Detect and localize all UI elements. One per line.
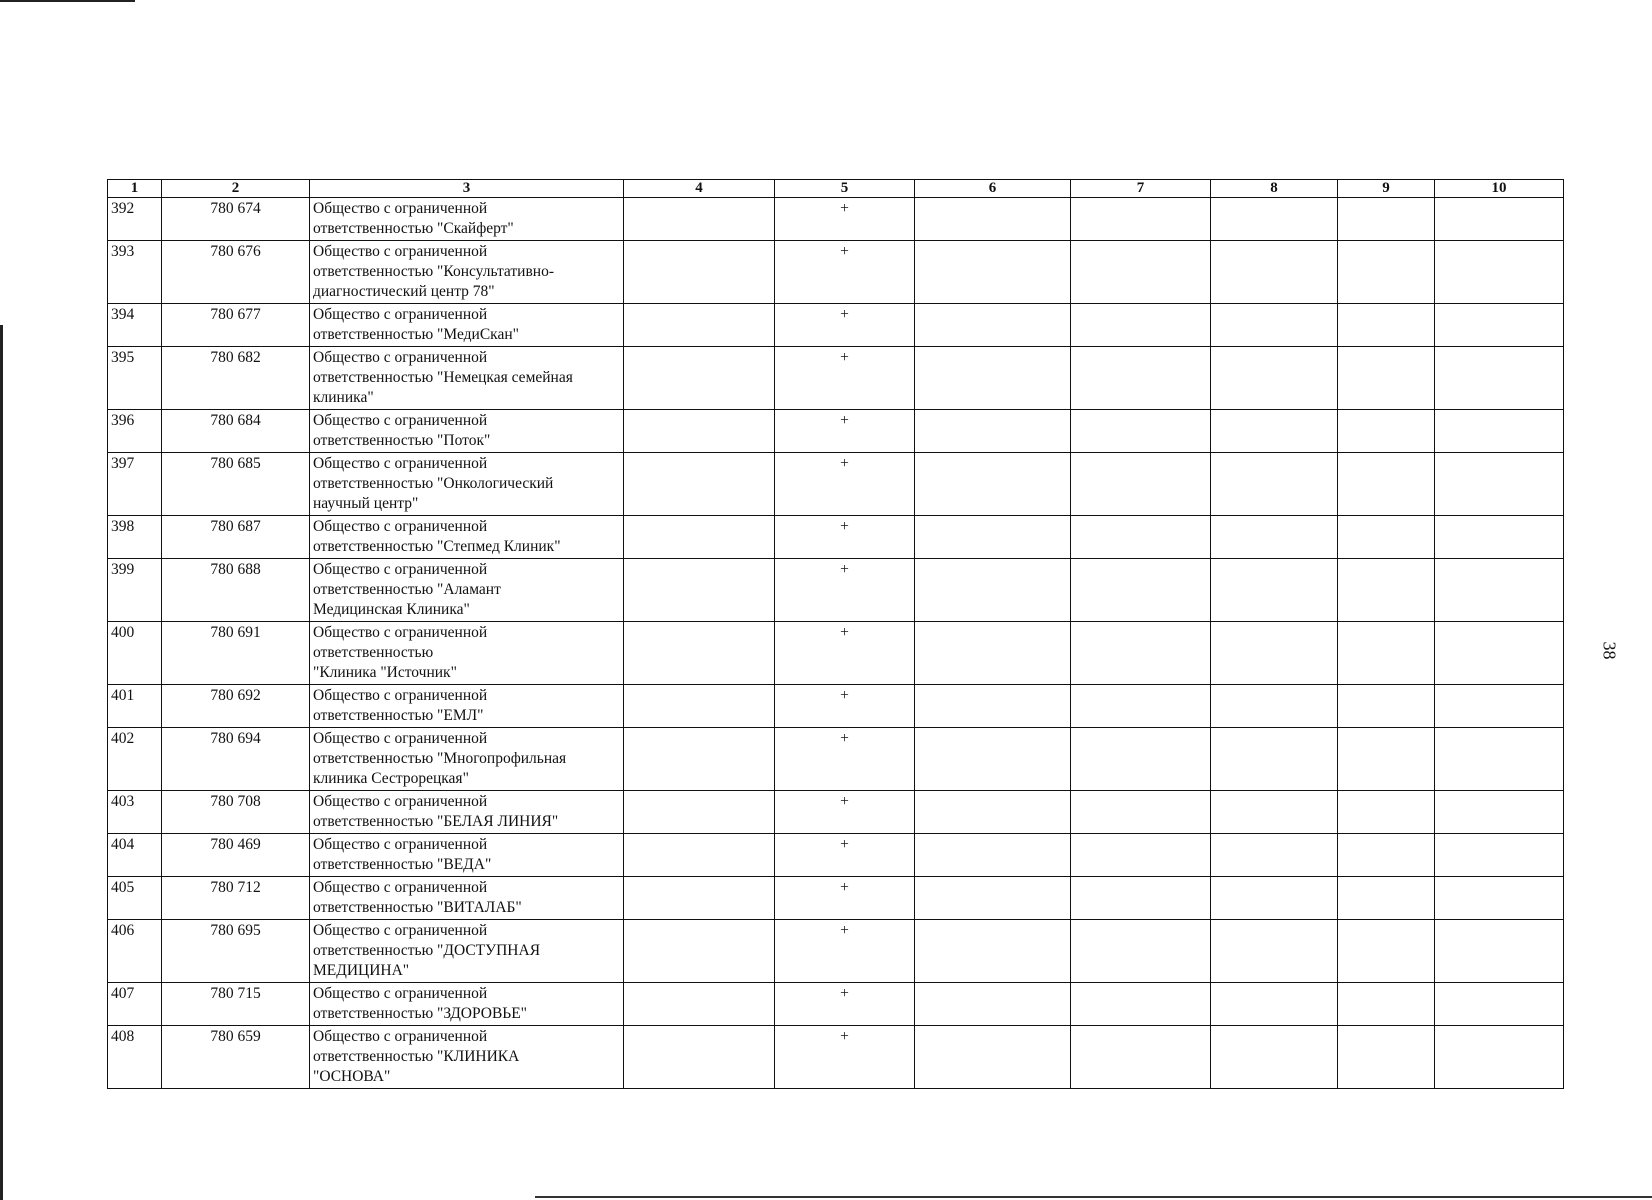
row-number-cell: 395 xyxy=(108,347,162,410)
header-cell: 3 xyxy=(310,180,624,198)
row-number-cell: 398 xyxy=(108,516,162,559)
column-8-cell xyxy=(1211,198,1338,241)
column-6-cell xyxy=(915,877,1071,920)
table-row xyxy=(108,834,1564,877)
header-cell: 5 xyxy=(775,180,915,198)
table-row xyxy=(108,877,1564,920)
row-number-cell: 408 xyxy=(108,1026,162,1089)
column-9-cell xyxy=(1338,834,1435,877)
column-4-cell xyxy=(624,685,775,728)
column-4-cell xyxy=(624,559,775,622)
column-7-cell xyxy=(1071,347,1211,410)
table-row xyxy=(108,453,1564,516)
organization-name-cell: Общество с ограниченной ответственностью "КЛИНИКА "ОСНОВА" xyxy=(310,1026,624,1089)
column-8-cell xyxy=(1211,410,1338,453)
column-4-cell xyxy=(624,728,775,791)
column-9-cell xyxy=(1338,877,1435,920)
column-7-cell xyxy=(1071,877,1211,920)
column-5-mark-cell: + xyxy=(775,410,915,453)
column-8-cell xyxy=(1211,347,1338,410)
column-4-cell xyxy=(624,516,775,559)
column-9-cell xyxy=(1338,685,1435,728)
organization-name-cell: Общество с ограниченной ответственностью "МедиСкан" xyxy=(310,304,624,347)
column-4-cell xyxy=(624,834,775,877)
organization-name-cell: Общество с ограниченной ответственностью "Скайферт" xyxy=(310,198,624,241)
column-6-cell xyxy=(915,834,1071,877)
column-7-cell xyxy=(1071,241,1211,304)
column-4-cell xyxy=(624,920,775,983)
table-row xyxy=(108,685,1564,728)
organization-name-cell: Общество с ограниченной ответственностью "ЕМЛ" xyxy=(310,685,624,728)
column-10-cell xyxy=(1435,516,1564,559)
column-10-cell xyxy=(1435,834,1564,877)
column-7-cell xyxy=(1071,1026,1211,1089)
column-9-cell xyxy=(1338,791,1435,834)
registry-code-cell: 780 676 xyxy=(162,241,310,304)
row-number-cell: 396 xyxy=(108,410,162,453)
registry-code-cell: 780 674 xyxy=(162,198,310,241)
column-10-cell xyxy=(1435,728,1564,791)
table-row xyxy=(108,920,1564,983)
column-5-mark-cell: + xyxy=(775,516,915,559)
row-number-cell: 405 xyxy=(108,877,162,920)
organization-name-cell: Общество с ограниченной ответственностью "БЕЛАЯ ЛИНИЯ" xyxy=(310,791,624,834)
column-5-mark-cell: + xyxy=(775,198,915,241)
column-5-mark-cell: + xyxy=(775,1026,915,1089)
column-6-cell xyxy=(915,410,1071,453)
column-7-cell xyxy=(1071,516,1211,559)
column-10-cell xyxy=(1435,983,1564,1026)
registry-code-cell: 780 692 xyxy=(162,685,310,728)
column-9-cell xyxy=(1338,198,1435,241)
registry-code-cell: 780 659 xyxy=(162,1026,310,1089)
registry-code-cell: 780 695 xyxy=(162,920,310,983)
row-number-cell: 401 xyxy=(108,685,162,728)
column-9-cell xyxy=(1338,559,1435,622)
column-7-cell xyxy=(1071,410,1211,453)
column-9-cell xyxy=(1338,453,1435,516)
organization-name-cell: Общество с ограниченной ответственностью "Поток" xyxy=(310,410,624,453)
registry-code-cell: 780 685 xyxy=(162,453,310,516)
column-9-cell xyxy=(1338,410,1435,453)
organization-name-cell: Общество с ограниченной ответственностью "Консультативно- диагностический центр 78" xyxy=(310,241,624,304)
header-row xyxy=(108,180,1564,198)
header-cell: 10 xyxy=(1435,180,1564,198)
column-5-mark-cell: + xyxy=(775,241,915,304)
column-4-cell xyxy=(624,983,775,1026)
header-cell: 4 xyxy=(624,180,775,198)
column-10-cell xyxy=(1435,1026,1564,1089)
column-10-cell xyxy=(1435,304,1564,347)
organization-name-cell: Общество с ограниченной ответственностью "Онкологический научный центр" xyxy=(310,453,624,516)
column-6-cell xyxy=(915,347,1071,410)
table-row xyxy=(108,198,1564,241)
registry-code-cell: 780 469 xyxy=(162,834,310,877)
column-6-cell xyxy=(915,791,1071,834)
row-number-cell: 407 xyxy=(108,983,162,1026)
column-5-mark-cell: + xyxy=(775,347,915,410)
column-6-cell xyxy=(915,622,1071,685)
column-7-cell xyxy=(1071,920,1211,983)
table-row xyxy=(108,347,1564,410)
header-cell: 2 xyxy=(162,180,310,198)
column-10-cell xyxy=(1435,453,1564,516)
column-5-mark-cell: + xyxy=(775,791,915,834)
row-number-cell: 400 xyxy=(108,622,162,685)
column-8-cell xyxy=(1211,622,1338,685)
row-number-cell: 402 xyxy=(108,728,162,791)
column-5-mark-cell: + xyxy=(775,728,915,791)
column-10-cell xyxy=(1435,347,1564,410)
column-10-cell xyxy=(1435,685,1564,728)
header-cell: 1 xyxy=(108,180,162,198)
column-8-cell xyxy=(1211,834,1338,877)
row-number-cell: 406 xyxy=(108,920,162,983)
register-table xyxy=(107,179,1564,1089)
column-8-cell xyxy=(1211,516,1338,559)
column-9-cell xyxy=(1338,347,1435,410)
header-cell: 6 xyxy=(915,180,1071,198)
column-5-mark-cell: + xyxy=(775,453,915,516)
column-6-cell xyxy=(915,516,1071,559)
organization-name-cell: Общество с ограниченной ответственностью "ДОСТУПНАЯ МЕДИЦИНА" xyxy=(310,920,624,983)
table-row xyxy=(108,791,1564,834)
column-7-cell xyxy=(1071,685,1211,728)
organization-name-cell: Общество с ограниченной ответственностью "ВИТАЛАБ" xyxy=(310,877,624,920)
registry-code-cell: 780 694 xyxy=(162,728,310,791)
column-8-cell xyxy=(1211,1026,1338,1089)
header-cell: 9 xyxy=(1338,180,1435,198)
registry-code-cell: 780 715 xyxy=(162,983,310,1026)
column-8-cell xyxy=(1211,791,1338,834)
row-number-cell: 403 xyxy=(108,791,162,834)
column-9-cell xyxy=(1338,1026,1435,1089)
scan-edge-mark-bottom xyxy=(535,1196,1652,1198)
table-row xyxy=(108,241,1564,304)
scan-edge-mark-top xyxy=(0,0,135,2)
column-5-mark-cell: + xyxy=(775,685,915,728)
column-5-mark-cell: + xyxy=(775,559,915,622)
column-4-cell xyxy=(624,1026,775,1089)
column-10-cell xyxy=(1435,791,1564,834)
column-8-cell xyxy=(1211,241,1338,304)
column-6-cell xyxy=(915,1026,1071,1089)
table-row xyxy=(108,983,1564,1026)
table-row xyxy=(108,559,1564,622)
column-9-cell xyxy=(1338,983,1435,1026)
table-row xyxy=(108,516,1564,559)
column-4-cell xyxy=(624,791,775,834)
column-8-cell xyxy=(1211,728,1338,791)
registry-code-cell: 780 688 xyxy=(162,559,310,622)
registry-code-cell: 780 677 xyxy=(162,304,310,347)
column-7-cell xyxy=(1071,728,1211,791)
column-7-cell xyxy=(1071,304,1211,347)
row-number-cell: 394 xyxy=(108,304,162,347)
organization-name-cell: Общество с ограниченной ответственностью "ВЕДА" xyxy=(310,834,624,877)
organization-name-cell: Общество с ограниченной ответственностью "Степмед Клиник" xyxy=(310,516,624,559)
column-10-cell xyxy=(1435,622,1564,685)
column-4-cell xyxy=(624,304,775,347)
column-4-cell xyxy=(624,410,775,453)
registry-code-cell: 780 712 xyxy=(162,877,310,920)
row-number-cell: 393 xyxy=(108,241,162,304)
organization-name-cell: Общество с ограниченной ответственностью "Клиника "Источник" xyxy=(310,622,624,685)
column-5-mark-cell: + xyxy=(775,920,915,983)
column-4-cell xyxy=(624,622,775,685)
row-number-cell: 399 xyxy=(108,559,162,622)
column-4-cell xyxy=(624,241,775,304)
organization-name-cell: Общество с ограниченной ответственностью "ЗДОРОВЬЕ" xyxy=(310,983,624,1026)
column-9-cell xyxy=(1338,728,1435,791)
column-8-cell xyxy=(1211,685,1338,728)
column-7-cell xyxy=(1071,198,1211,241)
table-row xyxy=(108,410,1564,453)
column-7-cell xyxy=(1071,622,1211,685)
column-10-cell xyxy=(1435,410,1564,453)
column-8-cell xyxy=(1211,559,1338,622)
scan-edge-mark-left xyxy=(0,325,3,1200)
header-cell: 8 xyxy=(1211,180,1338,198)
column-6-cell xyxy=(915,559,1071,622)
registry-code-cell: 780 682 xyxy=(162,347,310,410)
row-number-cell: 397 xyxy=(108,453,162,516)
column-7-cell xyxy=(1071,834,1211,877)
table-row xyxy=(108,1026,1564,1089)
row-number-cell: 392 xyxy=(108,198,162,241)
column-8-cell xyxy=(1211,453,1338,516)
column-6-cell xyxy=(915,198,1071,241)
table-row xyxy=(108,728,1564,791)
column-7-cell xyxy=(1071,453,1211,516)
column-4-cell xyxy=(624,198,775,241)
header-cell: 7 xyxy=(1071,180,1211,198)
column-5-mark-cell: + xyxy=(775,877,915,920)
column-4-cell xyxy=(624,347,775,410)
column-4-cell xyxy=(624,877,775,920)
organization-name-cell: Общество с ограниченной ответственностью "Многопрофильная клиника Сестрорецкая" xyxy=(310,728,624,791)
column-7-cell xyxy=(1071,791,1211,834)
column-10-cell xyxy=(1435,241,1564,304)
column-10-cell xyxy=(1435,920,1564,983)
column-10-cell xyxy=(1435,198,1564,241)
column-9-cell xyxy=(1338,920,1435,983)
registry-code-cell: 780 708 xyxy=(162,791,310,834)
column-5-mark-cell: + xyxy=(775,622,915,685)
column-10-cell xyxy=(1435,559,1564,622)
column-9-cell xyxy=(1338,241,1435,304)
registry-code-cell: 780 687 xyxy=(162,516,310,559)
organization-name-cell: Общество с ограниченной ответственностью "Немецкая семейная клиника" xyxy=(310,347,624,410)
column-6-cell xyxy=(915,453,1071,516)
column-6-cell xyxy=(915,728,1071,791)
column-8-cell xyxy=(1211,877,1338,920)
row-number-cell: 404 xyxy=(108,834,162,877)
column-6-cell xyxy=(915,983,1071,1026)
column-5-mark-cell: + xyxy=(775,304,915,347)
column-10-cell xyxy=(1435,877,1564,920)
column-6-cell xyxy=(915,241,1071,304)
column-5-mark-cell: + xyxy=(775,834,915,877)
organization-name-cell: Общество с ограниченной ответственностью "Аламант Медицинская Клиника" xyxy=(310,559,624,622)
column-9-cell xyxy=(1338,304,1435,347)
table-row xyxy=(108,622,1564,685)
column-7-cell xyxy=(1071,559,1211,622)
registry-code-cell: 780 691 xyxy=(162,622,310,685)
column-9-cell xyxy=(1338,516,1435,559)
column-6-cell xyxy=(915,920,1071,983)
column-9-cell xyxy=(1338,622,1435,685)
column-6-cell xyxy=(915,685,1071,728)
registry-code-cell: 780 684 xyxy=(162,410,310,453)
column-8-cell xyxy=(1211,983,1338,1026)
column-8-cell xyxy=(1211,304,1338,347)
page-number: 38 xyxy=(1599,641,1620,660)
table-row xyxy=(108,304,1564,347)
table-body xyxy=(108,198,1564,1089)
column-7-cell xyxy=(1071,983,1211,1026)
column-6-cell xyxy=(915,304,1071,347)
column-4-cell xyxy=(624,453,775,516)
column-8-cell xyxy=(1211,920,1338,983)
column-5-mark-cell: + xyxy=(775,983,915,1026)
